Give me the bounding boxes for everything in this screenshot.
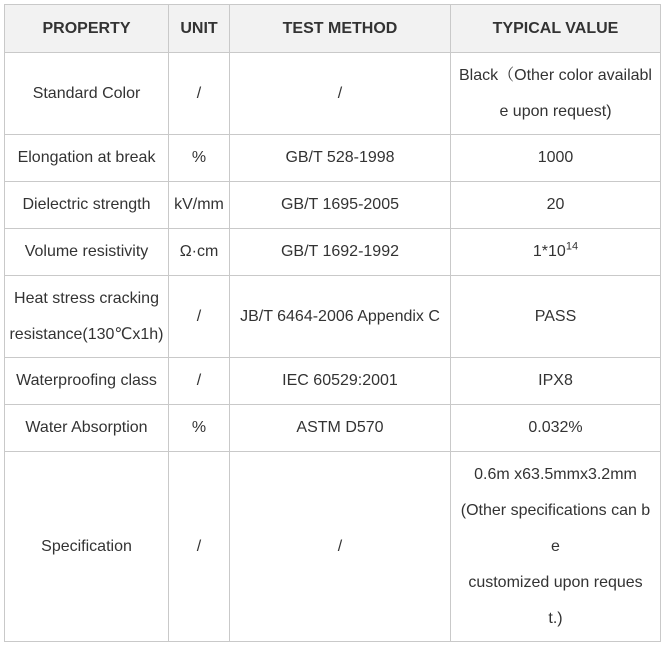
header-property: PROPERTY: [5, 5, 169, 53]
value-cell: 1000: [451, 135, 661, 182]
method-cell: IEC 60529:2001: [230, 358, 451, 405]
value-cell: [451, 229, 661, 276]
value-cell: [451, 53, 661, 135]
unit-cell: /: [169, 358, 230, 405]
method-cell: GB/T 1692-1992: [230, 229, 451, 276]
property-cell: Standard Color: [5, 53, 169, 135]
table-row: [5, 452, 661, 642]
method-cell: ASTM D570: [230, 405, 451, 452]
property-line: Heat stress cracking: [14, 289, 159, 307]
table-row: [5, 358, 661, 405]
property-cell: Waterproofing class: [5, 358, 169, 405]
value-exponent: 14: [565, 240, 579, 253]
method-cell: GB/T 1695-2005: [230, 182, 451, 229]
value-cell: 0.032%: [451, 405, 661, 452]
property-cell: Dielectric strength: [5, 182, 169, 229]
property-cell: [5, 276, 169, 358]
method-cell: /: [230, 452, 451, 642]
property-cell: Water Absorption: [5, 405, 169, 452]
unit-cell: /: [169, 452, 230, 642]
header-unit: UNIT: [169, 5, 230, 53]
table-row: [5, 276, 661, 358]
header-test-method: TEST METHOD: [230, 5, 451, 53]
property-cell: Volume resistivity: [5, 229, 169, 276]
table-row: [5, 53, 661, 135]
unit-cell: kV/mm: [169, 182, 230, 229]
table-row: [5, 182, 661, 229]
properties-table: [4, 4, 661, 642]
method-cell: GB/T 528-1998: [230, 135, 451, 182]
value-line: Black（Other color availabl: [459, 66, 652, 84]
value-line: t.): [548, 609, 563, 627]
value-cell: 20: [451, 182, 661, 229]
unit-cell: /: [169, 276, 230, 358]
value-line: (Other specifications can b: [460, 501, 651, 519]
table-row: [5, 405, 661, 452]
unit-cell: %: [169, 405, 230, 452]
value-base: 1*10: [532, 243, 566, 260]
unit-cell: Ω·cm: [169, 229, 230, 276]
method-cell: JB/T 6464-2006 Appendix C: [230, 276, 451, 358]
property-cell: Specification: [5, 452, 169, 642]
value-line: e: [551, 537, 560, 555]
unit-cell: /: [169, 53, 230, 135]
property-cell: Elongation at break: [5, 135, 169, 182]
table-row: [5, 229, 661, 276]
table-header-row: [5, 5, 661, 53]
value-line: 0.6m x63.5mmx3.2mm: [474, 465, 637, 483]
table-row: [5, 135, 661, 182]
value-line: e upon request): [499, 102, 612, 120]
value-cell: IPX8: [451, 358, 661, 405]
header-typical-value: TYPICAL VALUE: [451, 5, 661, 53]
unit-cell: %: [169, 135, 230, 182]
value-cell: [451, 452, 661, 642]
property-line: resistance(130℃x1h): [9, 325, 164, 343]
method-cell: /: [230, 53, 451, 135]
value-line: customized upon reques: [468, 573, 643, 591]
value-cell: PASS: [451, 276, 661, 358]
